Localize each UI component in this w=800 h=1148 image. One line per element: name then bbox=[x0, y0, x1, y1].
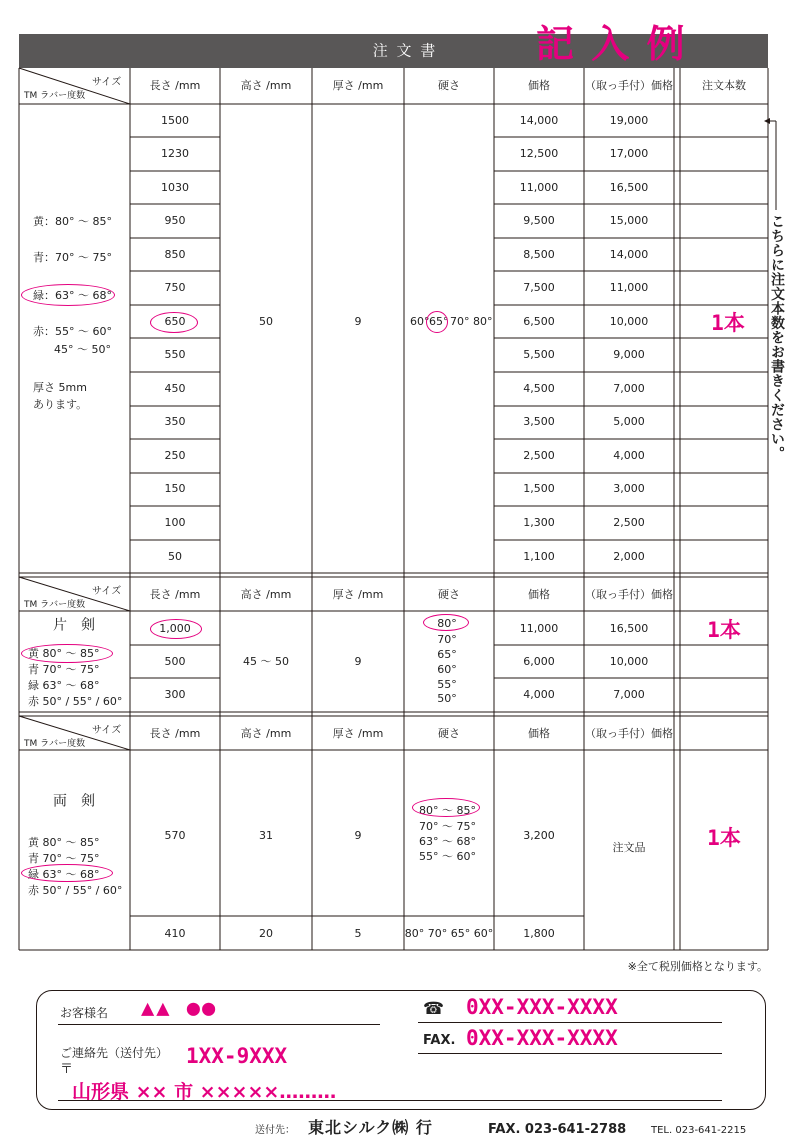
table1-length-11: 150 bbox=[164, 482, 186, 496]
table1-price-5: 7,500 bbox=[523, 281, 555, 295]
table1-length-2: 1030 bbox=[161, 181, 189, 195]
col-header-height: 高さ /mm bbox=[240, 727, 292, 741]
table3-hardness-3: 55° ～ 60° bbox=[419, 850, 476, 863]
table1-price-2: 11,000 bbox=[519, 181, 559, 195]
tel-underline bbox=[418, 1022, 722, 1023]
contact-label: ご連絡先（送付先） bbox=[60, 1046, 169, 1060]
table2-hardness-4: 55° bbox=[437, 678, 457, 692]
col-header-price: 価格 bbox=[528, 588, 550, 602]
table1-price-11: 1,500 bbox=[523, 482, 555, 496]
table2-length-2: 300 bbox=[164, 688, 186, 702]
table1-handle-price-10: 4,000 bbox=[613, 449, 645, 463]
footer-company: 東北シルク㈱ 行 bbox=[308, 1118, 433, 1137]
col-header-handle-price: （取っ手付）価格 bbox=[585, 79, 673, 93]
table1-price-10: 2,500 bbox=[523, 449, 555, 463]
table1-thickness: 9 bbox=[354, 315, 362, 329]
table1-length-12: 100 bbox=[164, 516, 186, 530]
table3-thickness-1: 5 bbox=[354, 927, 362, 941]
selection-circle bbox=[423, 614, 469, 631]
col-header-length: 長さ /mm bbox=[149, 588, 201, 602]
table3-thickness-0: 9 bbox=[354, 829, 362, 843]
table1-price-3: 9,500 bbox=[523, 214, 555, 228]
color-yellow: 黄：80° ～ 85° bbox=[33, 215, 112, 228]
color-green: 緑 63° ～ 68° bbox=[28, 679, 100, 692]
table2-length-1: 500 bbox=[164, 655, 186, 669]
fax-label: FAX. bbox=[423, 1033, 456, 1048]
col-header-height: 高さ /mm bbox=[240, 588, 292, 602]
table1-length-9: 350 bbox=[164, 415, 186, 429]
table2-hardness-3: 60° bbox=[437, 663, 457, 677]
table1-price-7: 5,500 bbox=[523, 348, 555, 362]
table1-length-8: 450 bbox=[164, 382, 186, 396]
customer-name-field[interactable]: ▲▲ ●● bbox=[141, 996, 218, 1021]
table1-height: 50 bbox=[259, 315, 273, 329]
table1-handle-price-0: 19,000 bbox=[609, 114, 649, 128]
customer-name-label: お客様名 bbox=[60, 1006, 109, 1020]
order-qty-3[interactable]: 1本 bbox=[707, 825, 741, 850]
side-note: こちらに注文本数をお書きください。 bbox=[769, 214, 785, 461]
address-underline bbox=[58, 1100, 722, 1101]
product-name-single: 片 剣 bbox=[53, 617, 95, 634]
table1-handle-price-13: 2,000 bbox=[613, 550, 645, 564]
table1-hardness-circled: 65° bbox=[429, 315, 449, 328]
color-red: 赤 50° / 55° / 60° bbox=[28, 695, 123, 708]
table2-length-0: 1,000 bbox=[159, 622, 191, 636]
table1-handle-price-6: 10,000 bbox=[609, 315, 649, 329]
color-yellow: 黄 80° ～ 85° bbox=[28, 647, 100, 660]
thickness-note: 厚さ 5mm bbox=[33, 381, 87, 394]
corner-size-label: サイズ bbox=[92, 77, 122, 88]
table1-length-6: 650 bbox=[164, 315, 186, 329]
table3-length-0: 570 bbox=[164, 829, 186, 843]
table1-price-13: 1,100 bbox=[523, 550, 555, 564]
color-blue: 青 70° ～ 75° bbox=[28, 852, 100, 865]
table1-length-0: 1500 bbox=[161, 114, 189, 128]
selection-circle bbox=[150, 619, 202, 639]
table1-price-6: 6,500 bbox=[523, 315, 555, 329]
page-title: 注 文 書 bbox=[372, 41, 438, 60]
selection-circle bbox=[150, 312, 198, 333]
corner-rubber-label: TM ラバー度数 bbox=[24, 600, 86, 610]
thickness-note-2: あります。 bbox=[33, 398, 88, 411]
col-header-thickness: 厚さ /mm bbox=[332, 79, 384, 93]
color-blue: 青：70° ～ 75° bbox=[33, 251, 112, 264]
fax-underline bbox=[418, 1053, 722, 1054]
col-header-length: 長さ /mm bbox=[149, 79, 201, 93]
col-header-order-qty: 注文本数 bbox=[702, 79, 746, 93]
table1-length-4: 850 bbox=[164, 248, 186, 262]
table3-hardness-0: 80° ～ 85° bbox=[419, 804, 476, 817]
corner-size-label: サイズ bbox=[92, 586, 122, 597]
postal-code-field[interactable]: 1XX-9XXX bbox=[186, 1044, 288, 1068]
color-yellow: 黄 80° ～ 85° bbox=[28, 836, 100, 849]
table1-price-8: 4,500 bbox=[523, 382, 555, 396]
table1-length-10: 250 bbox=[164, 449, 186, 463]
table2-handle-price-0: 16,500 bbox=[609, 622, 649, 636]
color-green: 緑：63° ～ 68° bbox=[33, 289, 112, 302]
table1-handle-price-3: 15,000 bbox=[609, 214, 649, 228]
selection-circle bbox=[426, 311, 448, 333]
col-header-price: 価格 bbox=[528, 727, 550, 741]
table1-length-5: 750 bbox=[164, 281, 186, 295]
col-header-thickness: 厚さ /mm bbox=[332, 588, 384, 602]
table2-hardness-1: 70° bbox=[437, 633, 457, 647]
color-red-extra: 45° ～ 50° bbox=[54, 343, 111, 356]
selection-circle bbox=[21, 644, 113, 663]
selection-circle bbox=[21, 284, 115, 306]
table1-handle-price-11: 3,000 bbox=[613, 482, 645, 496]
table3-hardness-2: 63° ～ 68° bbox=[419, 835, 476, 848]
selection-circle bbox=[412, 798, 480, 817]
table3-hardness-1: 70° ～ 75° bbox=[419, 820, 476, 833]
table2-height: 45 ～ 50 bbox=[243, 655, 289, 669]
corner-size-label: サイズ bbox=[92, 725, 122, 736]
table1-price-4: 8,500 bbox=[523, 248, 555, 262]
sample-stamp: 記 入 例 bbox=[536, 22, 687, 66]
table3-height-1: 20 bbox=[259, 927, 273, 941]
col-header-handle-price: （取っ手付）価格 bbox=[585, 727, 673, 741]
phone-icon: ☎ bbox=[423, 999, 445, 1019]
footer-to-label: 送付先： bbox=[255, 1125, 295, 1136]
selection-circle bbox=[21, 864, 113, 882]
tel-field[interactable]: 0XX-XXX-XXXX bbox=[466, 995, 618, 1019]
table1-length-13: 50 bbox=[168, 550, 182, 564]
table2-hardness-2: 65° bbox=[437, 648, 457, 662]
table1-price-1: 12,500 bbox=[519, 147, 559, 161]
table1-hardness-left: 60° bbox=[410, 315, 430, 328]
table2-handle-price-1: 10,000 bbox=[609, 655, 649, 669]
table1-handle-price-12: 2,500 bbox=[613, 516, 645, 530]
table2-hardness-5: 50° bbox=[437, 692, 457, 706]
col-header-height: 高さ /mm bbox=[240, 79, 292, 93]
postal-mark: 〒 bbox=[60, 1062, 74, 1077]
table1-handle-price-5: 11,000 bbox=[609, 281, 649, 295]
table1-price-12: 1,300 bbox=[523, 516, 555, 530]
table1-handle-price-4: 14,000 bbox=[609, 248, 649, 262]
corner-rubber-label: TM ラバー度数 bbox=[24, 91, 86, 101]
product-name-double: 両 剣 bbox=[53, 793, 95, 810]
table3-price-1: 1,800 bbox=[523, 927, 555, 941]
table2-hardness-0: 80° bbox=[437, 617, 457, 631]
tax-note: ※全て税別価格となります。 bbox=[627, 960, 768, 973]
table3-length-1: 410 bbox=[164, 927, 186, 941]
table3-handle-price-0: 注文品 bbox=[612, 841, 646, 855]
table1-length-3: 950 bbox=[164, 214, 186, 228]
table1-length-7: 550 bbox=[164, 348, 186, 362]
fax-field[interactable]: 0XX-XXX-XXXX bbox=[466, 1026, 618, 1050]
footer-fax: FAX. 023-641-2788 bbox=[488, 1122, 627, 1137]
col-header-handle-price: （取っ手付）価格 bbox=[585, 588, 673, 602]
table1-price-0: 14,000 bbox=[519, 114, 559, 128]
col-header-hardness: 硬さ bbox=[438, 588, 460, 602]
table1-handle-price-8: 7,000 bbox=[613, 382, 645, 396]
color-green: 緑 63° ～ 68° bbox=[28, 868, 100, 881]
corner-rubber-label: TM ラバー度数 bbox=[24, 739, 86, 749]
table2-handle-price-2: 7,000 bbox=[613, 688, 645, 702]
table1-handle-price-2: 16,500 bbox=[609, 181, 649, 195]
table2-thickness: 9 bbox=[354, 655, 362, 669]
address-field[interactable]: 山形県 ×× 市 ×××××……… bbox=[72, 1081, 337, 1103]
table1-price-9: 3,500 bbox=[523, 415, 555, 429]
col-header-hardness: 硬さ bbox=[438, 79, 460, 93]
table2-price-1: 6,000 bbox=[523, 655, 555, 669]
color-blue: 青 70° ～ 75° bbox=[28, 663, 100, 676]
table3-height-0: 31 bbox=[259, 829, 273, 843]
table3-hardness-row2: 80° 70° 65° 60° bbox=[404, 927, 494, 941]
table2-price-0: 11,000 bbox=[519, 622, 559, 636]
col-header-hardness: 硬さ bbox=[438, 727, 460, 741]
table2-price-2: 4,000 bbox=[523, 688, 555, 702]
col-header-length: 長さ /mm bbox=[149, 727, 201, 741]
table1-length-1: 1230 bbox=[161, 147, 189, 161]
color-red: 赤：55° ～ 60° bbox=[33, 325, 112, 338]
color-red: 赤 50° / 55° / 60° bbox=[28, 884, 123, 897]
table3-price-0: 3,200 bbox=[523, 829, 555, 843]
col-header-price: 価格 bbox=[528, 79, 550, 93]
order-qty-2[interactable]: 1本 bbox=[707, 617, 741, 642]
customer-name-underline bbox=[58, 1024, 380, 1025]
footer-tel: TEL. 023-641-2215 bbox=[651, 1125, 747, 1136]
table1-hardness-right: 70° 80° bbox=[450, 315, 493, 328]
order-qty-1[interactable]: 1本 bbox=[711, 310, 745, 335]
table1-handle-price-7: 9,000 bbox=[613, 348, 645, 362]
col-header-thickness: 厚さ /mm bbox=[332, 727, 384, 741]
table1-handle-price-9: 5,000 bbox=[613, 415, 645, 429]
table1-handle-price-1: 17,000 bbox=[609, 147, 649, 161]
